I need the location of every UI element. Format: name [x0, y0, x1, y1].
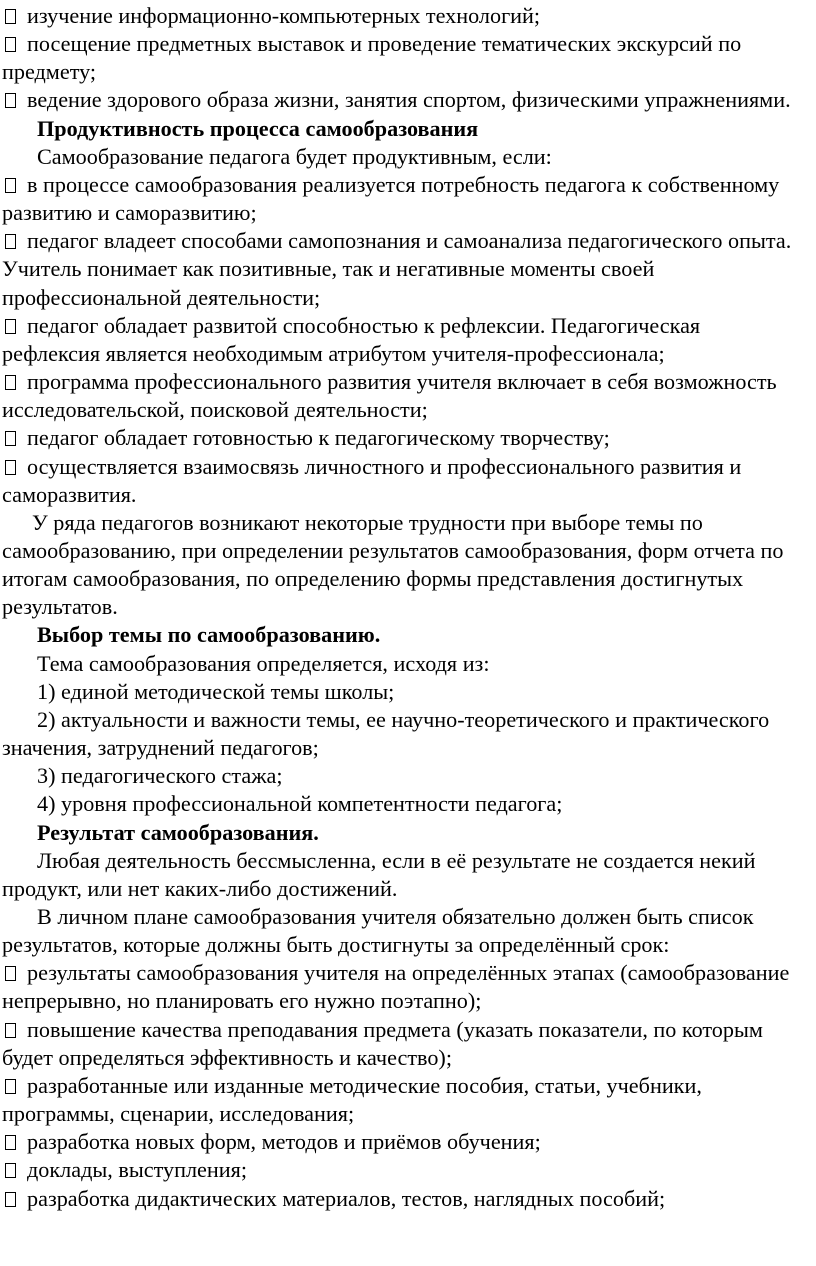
section-lead: Самообразование педагога будет продуктивным, если:: [37, 143, 552, 169]
bullet-item: в процессе самообразования реализуется потребность педагога к собственному развитию и саморазвитию;: [2, 171, 780, 226]
bullet-item: программа профессионального развития учителя включает в себя возможность исследовательской, поисковой деятельности;: [2, 369, 777, 423]
body-paragraph: В личном плане самообразования учителя обязательно должен быть список результатов, которые должны быть достигнуты за определённый срок:: [2, 904, 754, 958]
missing-glyph-box-icon: [5, 1023, 16, 1038]
missing-glyph-box-icon: [5, 431, 16, 446]
body-paragraph: Любая деятельность бессмысленна, если в её результате не создается некий продукт, или нет каких-либо достижений.: [2, 847, 756, 901]
bullet-item: повышение качества преподавания предмета (указать показатели, по которым будет определяться эффективность и качество);: [2, 1016, 763, 1070]
missing-glyph-box-icon: [5, 1135, 16, 1150]
missing-glyph-box-icon: [5, 1163, 16, 1178]
bullet-item: разработка дидактических материалов, тестов, наглядных пособий;: [2, 1185, 802, 1213]
section-lead: Тема самообразования определяется, исходя из:: [37, 650, 490, 676]
bullet-item: педагог обладает развитой способностью к рефлексии. Педагогическая рефлексия является необходимым атрибутом учителя-профессионала;: [2, 312, 701, 366]
missing-glyph-box-icon: [5, 1079, 16, 1094]
bullet-item: посещение предметных выставок и проведение тематических экскурсий по предмету;: [2, 31, 742, 85]
bullet-item: педагог обладает готовностью к педагогическому творчеству;: [2, 424, 802, 452]
section-heading-topic-choice: Выбор темы по самообразованию.: [37, 622, 381, 648]
numbered-item: 2) актуальности и важности темы, ее научно-теоретического и практического значения, затруднений педагогов;: [2, 706, 770, 761]
missing-glyph-box-icon: [5, 37, 16, 52]
missing-glyph-box-icon: [5, 1192, 16, 1207]
missing-glyph-box-icon: [5, 178, 16, 193]
numbered-item: 3) педагогического стажа;: [37, 763, 283, 789]
bullet-item: результаты самообразования учителя на определённых этапах (самообразование непрерывно, но планировать его нужно поэтапно);: [2, 960, 790, 1014]
numbered-item: 4) уровня профессиональной компетентности педагога;: [37, 791, 563, 817]
missing-glyph-box-icon: [5, 375, 16, 390]
bullet-item: доклады, выступления;: [2, 1156, 802, 1184]
bullet-item: разработка новых форм, методов и приёмов обучения;: [2, 1128, 802, 1156]
missing-glyph-box-icon: [5, 93, 16, 108]
missing-glyph-box-icon: [5, 319, 16, 334]
bullet-item: изучение информационно-компьютерных технологий;: [2, 2, 802, 30]
numbered-item: 1) единой методической темы школы;: [37, 678, 395, 704]
body-paragraph: У ряда педагогов возникают некоторые трудности при выборе темы по самообразованию, при определении результатов самообразования, форм отчета по итогам самообразования, по определению формы представления достигнутых результатов.: [2, 509, 784, 620]
missing-glyph-box-icon: [5, 9, 16, 24]
missing-glyph-box-icon: [5, 460, 16, 475]
bullet-item: педагог владеет способами самопознания и самоанализа педагогического опыта. Учитель понимает как позитивные, так и негативные моменты своей профессиональной деятельности;: [2, 228, 792, 310]
bullet-item: ведение здорового образа жизни, занятия спортом, физическими упражнениями.: [2, 86, 802, 114]
section-heading-result: Результат самообразования.: [37, 819, 319, 845]
section-heading-productivity: Продуктивность процесса самообразования: [37, 115, 479, 141]
bullet-item: разработанные или изданные методические пособия, статьи, учебники, программы, сценарии, исследования;: [2, 1072, 702, 1127]
missing-glyph-box-icon: [5, 234, 16, 249]
missing-glyph-box-icon: [5, 966, 16, 981]
bullet-item: осуществляется взаимосвязь личностного и профессионального развития и саморазвития.: [2, 453, 742, 507]
